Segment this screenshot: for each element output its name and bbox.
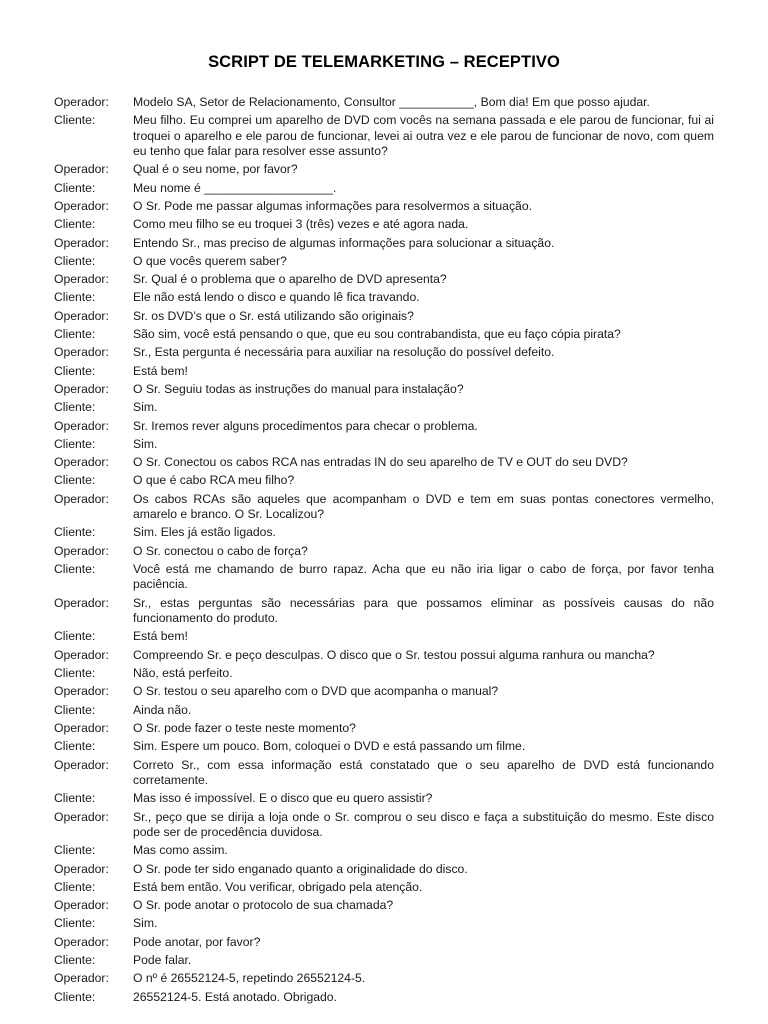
speaker-label: Operador: [54,272,109,287]
dialogue-line [54,327,714,342]
speaker-label: Cliente: [54,916,96,931]
speaker-label: Operador: [54,543,109,558]
speaker-label: Cliente: [54,113,96,128]
dialogue-line [54,113,714,159]
dialogue-line [54,648,714,663]
speech-text: Está bem então. Vou verificar, obrigado pela atenção. [133,879,423,894]
speech-text: O Sr. pode ter sido enganado quanto a originalidade do disco. [133,861,468,876]
speaker-label: Cliente: [54,400,96,415]
speaker-label: Cliente: [54,739,96,754]
speaker-label: Cliente: [54,666,96,681]
speech-text: Qual é o seu nome, por favor? [133,162,298,177]
dialogue-line [54,272,714,287]
speech-text: Sim. [133,436,158,451]
speaker-label: Operador: [54,595,109,610]
dialogue-list [54,95,714,1008]
speech-text: Mas isso é impossível. E o disco que eu quero assistir? [133,791,433,806]
speech-text: Meu filho. Eu comprei um aparelho de DVD com vocês na semana passada e ele parou de funcionar, fui ai troquei o aparelho e ele parou de funcionar, levei ai outra vez e ele parou de funcionar de novo, com quem eu tenho que falar para resolver esse assunto? [133,113,714,159]
speech-text: O Sr. Conectou os cabos RCA nas entradas IN do seu aparelho de TV e OUT do seu DVD? [133,455,628,470]
speaker-label: Cliente: [54,791,96,806]
speaker-label: Operador: [54,861,109,876]
speech-text: Sr. Qual é o problema que o aparelho de DVD apresenta? [133,272,447,287]
speech-text: Sim. Espere um pouco. Bom, coloquei o DVD e está passando um filme. [133,739,526,754]
dialogue-line [54,935,714,950]
dialogue-line [54,525,714,540]
speaker-label: Cliente: [54,327,96,342]
dialogue-line [54,364,714,379]
dialogue-line [54,721,714,736]
speech-text: Está bem! [133,629,188,644]
dialogue-line [54,843,714,858]
speech-text: Como meu filho se eu troquei 3 (três) vezes e até agora nada. [133,217,469,232]
speech-text: Pode anotar, por favor? [133,934,261,949]
speaker-label: Operador: [54,491,109,506]
dialogue-line [54,290,714,305]
dialogue-line [54,880,714,895]
speaker-label: Operador: [54,934,109,949]
dialogue-line [54,990,714,1005]
dialogue-line [54,596,714,627]
speaker-label: Operador: [54,308,109,323]
dialogue-line [54,953,714,968]
speaker-label: Cliente: [54,843,96,858]
speech-text: 26552124-5. Está anotado. Obrigado. [133,989,337,1004]
speech-text: O Sr. pode fazer o teste neste momento? [133,720,356,735]
dialogue-line [54,758,714,789]
speaker-label: Operador: [54,162,109,177]
dialogue-line [54,562,714,593]
document-title: SCRIPT DE TELEMARKETING – RECEPTIVO [208,53,560,71]
speech-text: O Sr. Pode me passar algumas informações para resolvermos a situação. [133,199,532,213]
speech-text: Modelo SA, Setor de Relacionamento, Consultor ___________, Bom dia! Em que posso ajudar. [133,95,650,109]
speaker-label: Cliente: [54,217,96,232]
dialogue-line [54,544,714,559]
speech-text: Sr. os DVD’s que o Sr. está utilizando são originais? [133,308,414,323]
speaker-label: Cliente: [54,989,96,1004]
dialogue-line [54,254,714,269]
speaker-label: Operador: [54,95,109,109]
speaker-label: Operador: [54,418,109,433]
dialogue-line [54,400,714,415]
speaker-label: Cliente: [54,629,96,644]
speaker-label: Cliente: [54,253,96,268]
speech-text: São sim, você está pensando o que, que eu sou contrabandista, que eu faço cópia pirata? [133,327,621,342]
speaker-label: Cliente: [54,290,96,305]
dialogue-line [54,739,714,754]
speech-text: Pode falar. [133,953,192,968]
speech-text: Entendo Sr., mas preciso de algumas informações para solucionar a situação. [133,235,555,250]
speech-text: O que vocês querem saber? [133,253,287,268]
dialogue-line [54,810,714,841]
dialogue-line [54,666,714,681]
speech-text: Ainda não. [133,702,192,717]
dialogue-line [54,898,714,913]
speech-text: Sim. Eles já estão ligados. [133,525,276,540]
speaker-label: Cliente: [54,436,96,451]
speech-text: O Sr. testou o seu aparelho com o DVD que acompanha o manual? [133,684,499,699]
speaker-label: Operador: [54,809,109,824]
speech-text: Compreendo Sr. e peço desculpas. O disco que o Sr. testou possui alguma ranhura ou mancha? [133,647,655,662]
dialogue-line [54,862,714,877]
speaker-label: Cliente: [54,953,96,968]
speaker-label: Operador: [54,235,109,250]
speaker-label: Cliente: [54,180,96,195]
speech-text: O Sr. pode anotar o protocolo de sua chamada? [133,898,394,913]
speech-text: Não, está perfeito. [133,666,233,681]
speaker-label: Operador: [54,971,109,986]
speaker-label: Operador: [54,647,109,662]
dialogue-line [54,473,714,488]
dialogue-line [54,181,714,196]
dialogue-line [54,971,714,986]
dialogue-line [54,629,714,644]
dialogue-line [54,162,714,177]
dialogue-line [54,419,714,434]
speaker-label: Cliente: [54,525,96,540]
speech-text: Mas como assim. [133,843,228,858]
dialogue-line [54,437,714,452]
speech-text: Correto Sr., com essa informação está constatado que o seu aparelho de DVD está funcionando corretamente. [133,757,714,787]
speech-text: O que é cabo RCA meu filho? [133,473,295,488]
speaker-label: Operador: [54,455,109,470]
speaker-label: Cliente: [54,702,96,717]
speech-text: Sr., Esta pergunta é necessária para auxiliar na resolução do possível defeito. [133,345,555,360]
dialogue-line [54,791,714,806]
dialogue-line [54,217,714,232]
speaker-label: Operador: [54,199,109,213]
dialogue-line [54,455,714,470]
speech-text: Sim. [133,916,158,931]
dialogue-line [54,492,714,523]
speech-text: O Sr. conectou o cabo de força? [133,543,308,558]
dialogue-line [54,345,714,360]
speaker-label: Cliente: [54,363,96,378]
dialogue-line [54,382,714,397]
speech-text: Ele não está lendo o disco e quando lê fica travando. [133,290,420,305]
speaker-label: Operador: [54,898,109,913]
speech-text: Os cabos RCAs são aqueles que acompanham o DVD e tem em suas pontas conectores vermelho, amarelo e branco. O Sr. Localizou? [133,491,714,522]
dialogue-line [54,236,714,251]
speaker-label: Operador: [54,684,109,699]
speech-text: O nº é 26552124-5, repetindo 26552124-5. [133,971,366,986]
speech-text: Está bem! [133,363,188,378]
speaker-label: Cliente: [54,879,96,894]
speaker-label: Cliente: [54,562,96,577]
dialogue-line [54,309,714,324]
dialogue-line [54,703,714,718]
speaker-label: Cliente: [54,473,96,488]
speech-text: Sr. Iremos rever alguns procedimentos para checar o problema. [133,418,478,433]
speaker-label: Operador: [54,381,109,396]
dialogue-line [54,95,714,110]
speech-text: O Sr. Seguiu todas as instruções do manual para instalação? [133,381,464,396]
speech-text: Sr., peço que se dirija a loja onde o Sr. comprou o seu disco e faça a substituição do mesmo. Este disco pode ser de procedência duvidosa. [133,809,714,839]
speech-text: Sim. [133,400,158,415]
speech-text: Meu nome é ___________________. [133,180,337,195]
dialogue-line [54,199,714,214]
speaker-label: Operador: [54,757,109,772]
speech-text: Sr., estas perguntas são necessárias para que possamos eliminar as possíveis causas do não funcionamento do produto. [133,595,714,626]
speaker-label: Operador: [54,720,109,735]
speech-text: Você está me chamando de burro rapaz. Acha que eu não iria ligar o cabo de força, por favor tenha paciência. [133,562,714,592]
dialogue-line [54,916,714,931]
speaker-label: Operador: [54,345,109,360]
dialogue-line [54,684,714,699]
